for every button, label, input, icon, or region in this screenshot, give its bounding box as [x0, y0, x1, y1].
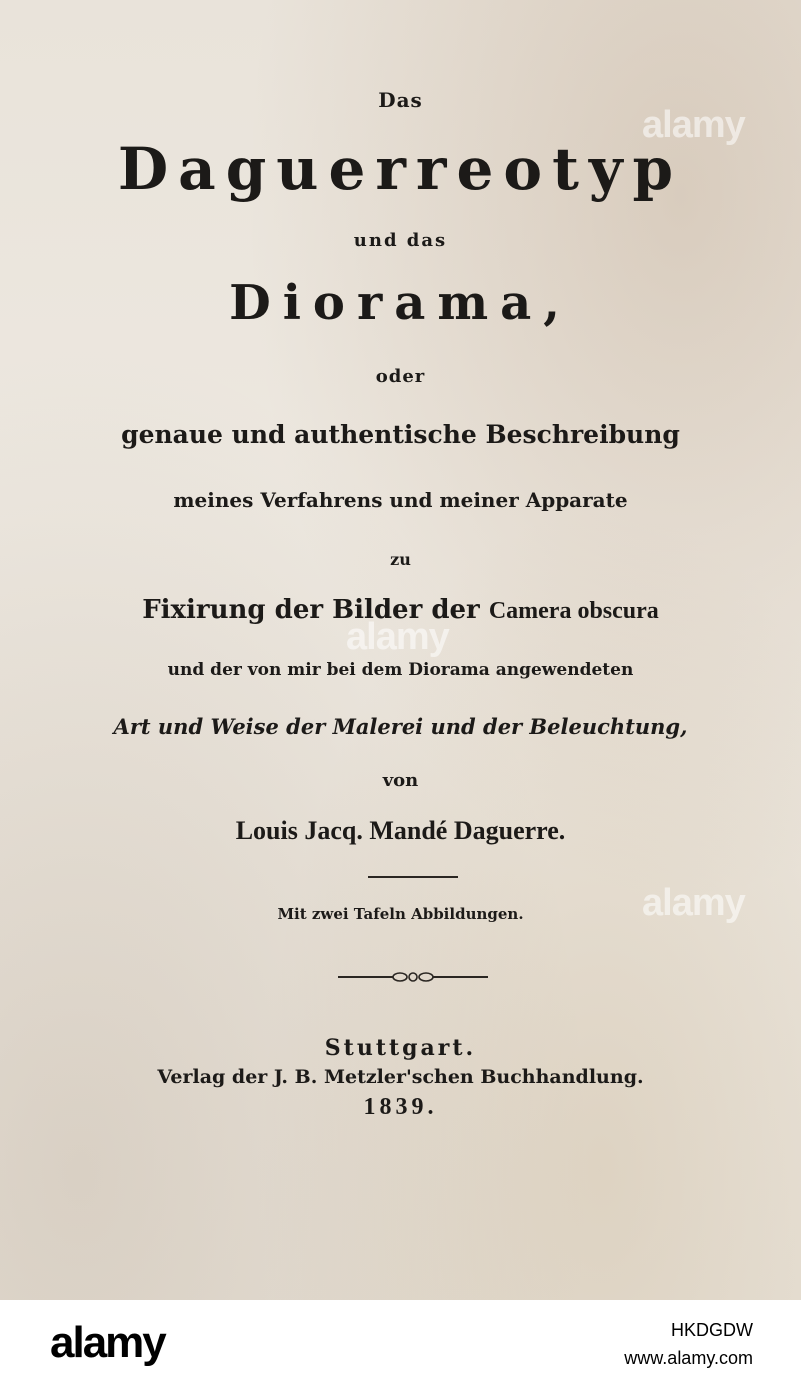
- fixirung-fraktur-part: Fixirung der Bilder der: [142, 595, 480, 625]
- camera-obscura-text: Camera obscura: [488, 598, 659, 624]
- publication-year: 1839.: [363, 1094, 438, 1120]
- main-title: Daguerreotyp: [117, 135, 684, 203]
- description-line-3: und der von mir bei dem Diorama angewendeten: [167, 660, 634, 680]
- description-line-4: Art und Weise der Malerei und der Beleuchtung,: [113, 714, 688, 739]
- second-title: Diorama,: [229, 275, 572, 331]
- watermark-logo-bottom: alamy: [642, 882, 745, 924]
- stock-footer: [0, 1300, 801, 1390]
- image-id: HKDGDW: [671, 1320, 753, 1340]
- publication-city: Stuttgart.: [324, 1035, 477, 1061]
- plates-note: Mit zwei Tafeln Abbildungen.: [277, 905, 524, 923]
- watermark-logo-middle: alamy: [346, 616, 449, 658]
- alamy-logo: alamy: [50, 1318, 165, 1367]
- publisher: Verlag der J. B. Metzler'schen Buchhandlung.: [157, 1066, 644, 1088]
- author-name: Louis Jacq. Mandé Daguerre.: [235, 816, 566, 845]
- title-article: Das: [378, 88, 423, 112]
- description-line-1: genaue und authentische Beschreibung: [121, 420, 680, 449]
- conjunction-und-das: und das: [353, 230, 448, 251]
- preposition-zu: zu: [390, 550, 411, 569]
- site-url: www.alamy.com: [624, 1348, 753, 1368]
- conjunction-oder: oder: [375, 366, 426, 387]
- watermark-logo-top: alamy: [642, 104, 745, 146]
- description-line-2: meines Verfahrens und meiner Apparate: [173, 488, 628, 512]
- horizontal-rule: [368, 876, 458, 878]
- ornament-divider-icon: [338, 968, 488, 986]
- preposition-von: von: [382, 770, 419, 791]
